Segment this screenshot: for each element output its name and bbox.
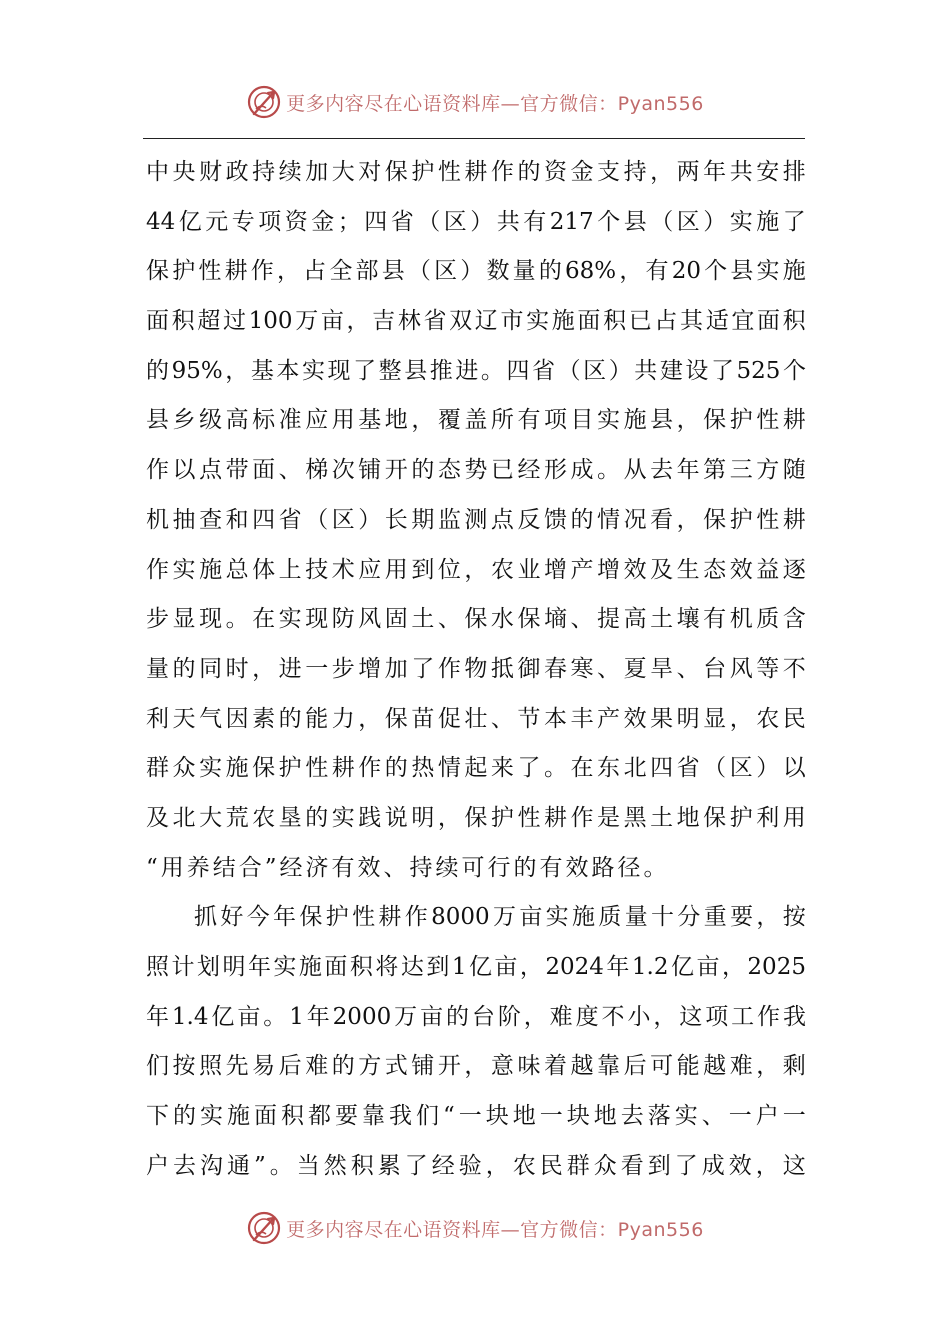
text-line: 下 的 实 施 面 积 都 要 靠 我 们 “ 一 块 地 一 块 地 去 落 实 、 一 户 一 xyxy=(146,1103,806,1130)
text-line: 保 护 性 耕 作 ， 占 全 部 县 （ 区 ） 数 量 的 68% ， 有 20 个 县 实 施 xyxy=(146,258,806,285)
header-watermark xyxy=(0,82,950,122)
text-line: 群 众 实 施 保 护 性 耕 作 的 热 情 起 来 了 。 在 东 北 四 省 （ 区 ） 以 xyxy=(146,755,806,782)
footer-watermark-text xyxy=(286,1215,704,1242)
footer-watermark-label: 更多内容尽在心语资料库—官方微信： xyxy=(286,1218,618,1241)
text-line: 的 95% ， 基 本 实 现 了 整 县 推 进 。 四 省 （ 区 ） 共 建 设 了 525 个 xyxy=(146,357,806,384)
footer-watermark xyxy=(0,1208,950,1248)
text-line: 们 按 照 先 易 后 难 的 方 式 铺 开 ， 意 味 着 越 靠 后 可 能 越 难 ， 剩 xyxy=(146,1053,806,1080)
text-line: 县 乡 级 高 标 准 应 用 基 地 ， 覆 盖 所 有 项 目 实 施 县 ， 保 护 性 耕 xyxy=(146,407,806,434)
header-wechat-id: Pyan556 xyxy=(617,92,704,115)
text-line: 量 的 同 时 ， 进 一 步 增 加 了 作 物 抵 御 春 寒 、 夏 旱 、 台 风 等 不 xyxy=(146,655,806,682)
text-line: 步 显 现 。 在 实 现 防 风 固 土 、 保 水 保 墒 、 提 高 土 壤 有 机 质 含 xyxy=(146,606,806,633)
text-line: 机 抽 查 和 四 省 （ 区 ） 长 期 监 测 点 反 馈 的 情 况 看 ， 保 护 性 耕 xyxy=(146,506,806,533)
text-line-paragraph-end: “用养结合”经济有效、持续可行的有效路径。 xyxy=(146,854,670,881)
text-line: 面 积 超 过 100 万 亩 ， 吉 林 省 双 辽 市 实 施 面 积 已 占 其 适 宜 面 积 xyxy=(146,308,806,335)
text-line: 作 实 施 总 体 上 技 术 应 用 到 位 ， 农 业 增 产 增 效 及 生 态 效 益 逐 xyxy=(146,556,806,583)
header-watermark-label: 更多内容尽在心语资料库—官方微信： xyxy=(286,92,618,115)
text-line: 中 央 财 政 持 续 加 大 对 保 护 性 耕 作 的 资 金 支 持 ， 两 年 共 安 排 xyxy=(146,159,806,185)
header-rule xyxy=(143,138,805,139)
text-line: 户 去 沟 通 ” 。 当 然 积 累 了 经 验 ， 农 民 群 众 看 到 了 成 效 ， 这 xyxy=(146,1152,806,1179)
text-line: 44 亿 元 专 项 资 金 ； 四 省 （ 区 ） 共 有 217 个 县 （ 区 ） 实 施 了 xyxy=(146,208,806,235)
watermark-logo-icon xyxy=(246,1210,282,1246)
header-watermark-text xyxy=(286,89,704,116)
text-line-paragraph-start: 抓 好 今 年 保 护 性 耕 作 8000 万 亩 实 施 质 量 十 分 重 要 ， 按 xyxy=(194,904,806,931)
text-line: 及 北 大 荒 农 垦 的 实 践 说 明 ， 保 护 性 耕 作 是 黑 土 地 保 护 利 用 xyxy=(146,804,806,831)
document-body xyxy=(146,148,806,1191)
footer-wechat-id: Pyan556 xyxy=(617,1218,704,1241)
watermark-logo-icon xyxy=(246,84,282,120)
text-line: 照 计 划 明 年 实 施 面 积 将 达 到 1 亿 亩 ， 2024 年 1.2 亿 亩 ， 2025 xyxy=(146,954,806,980)
text-line: 作 以 点 带 面 、 梯 次 铺 开 的 态 势 已 经 形 成 。 从 去 年 第 三 方 随 xyxy=(146,457,806,484)
text-line: 利 天 气 因 素 的 能 力 ， 保 苗 促 壮 、 节 本 丰 产 效 果 明 显 ， 农 民 xyxy=(146,705,806,732)
text-line: 年 1.4 亿 亩 。 1 年 2000 万 亩 的 台 阶 ， 难 度 不 小 ， 这 项 工 作 我 xyxy=(146,1003,806,1030)
